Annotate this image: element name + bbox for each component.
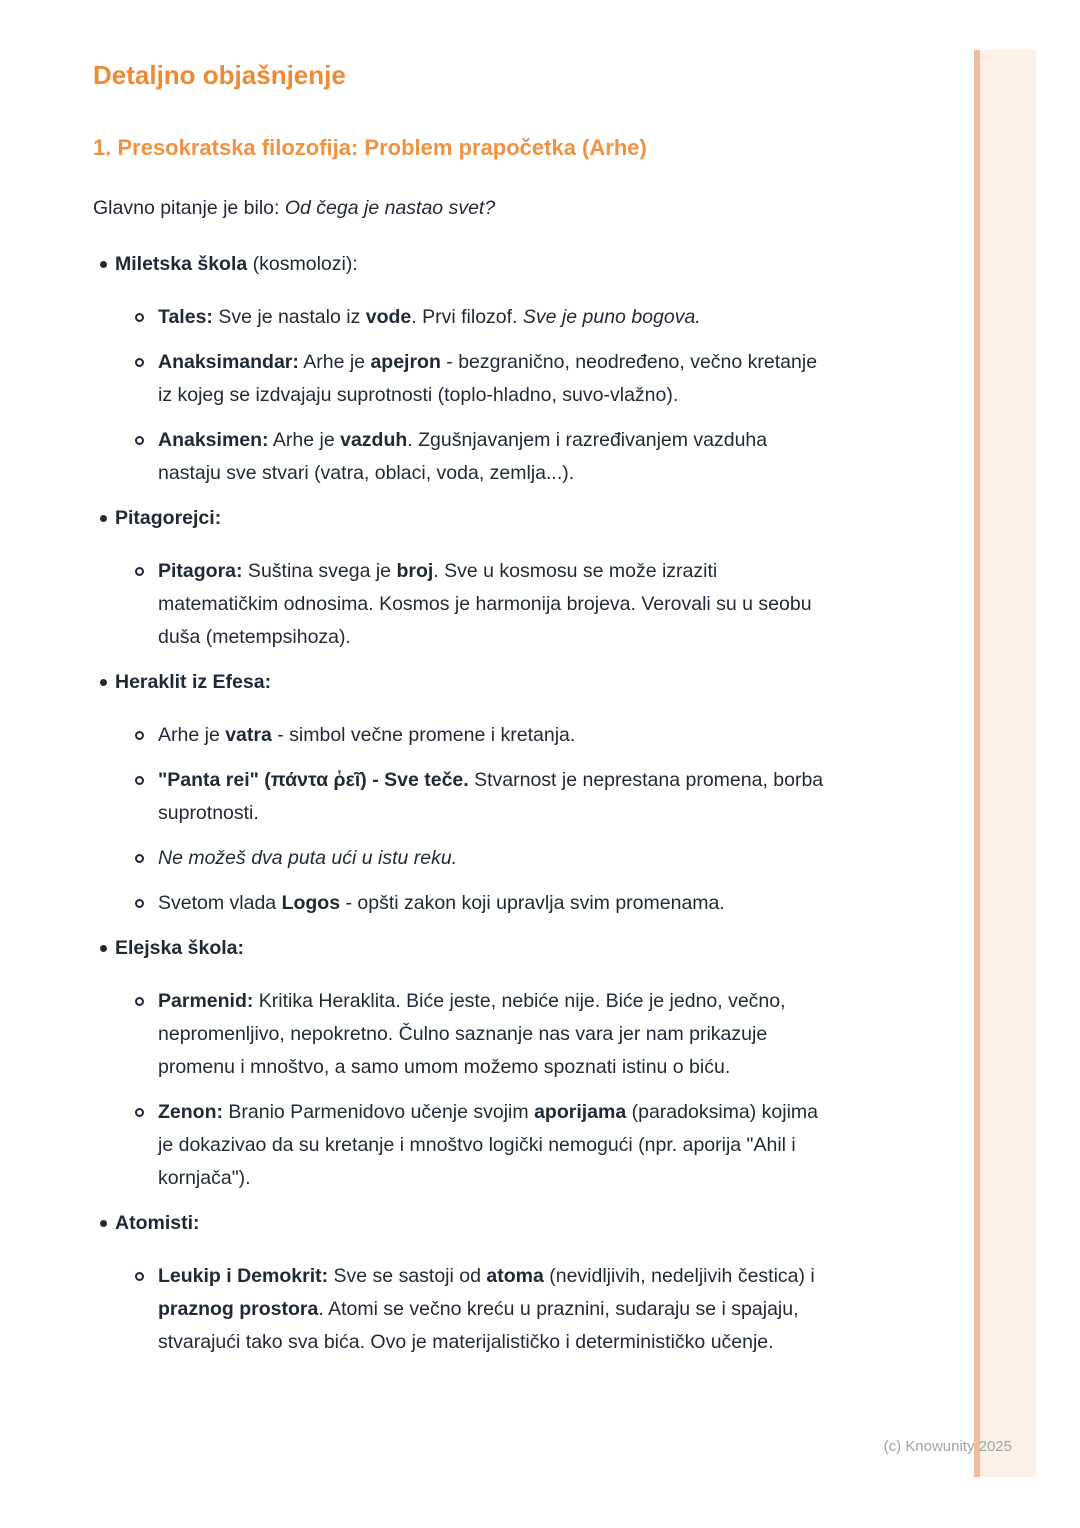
bullet-circle-icon bbox=[135, 997, 144, 1006]
text-segment: Sve se sastoji od bbox=[328, 1265, 487, 1287]
text-segment: Leukip i Demokrit: bbox=[158, 1265, 329, 1287]
text-segment: Tales: bbox=[158, 306, 213, 328]
text-segment: Anaksimen: bbox=[158, 429, 269, 451]
text-segment: Od čega je nastao svet? bbox=[284, 197, 496, 219]
text-segment: aporijama bbox=[534, 1101, 627, 1123]
bullet-circle-icon bbox=[124, 1260, 158, 1281]
text-segment: Parmenid: bbox=[158, 990, 254, 1012]
text-segment: . Sve u kosmosu se može izraziti matematičkim odnosima. Kosmos je harmonija brojeva. Verovali su u seobu duša (metempsihoza). bbox=[158, 560, 812, 648]
list-item-level2 bbox=[124, 1260, 830, 1359]
bullet-circle-icon bbox=[135, 854, 144, 863]
text-segment: praznog prostora bbox=[158, 1298, 319, 1320]
list-item-level2 bbox=[124, 555, 830, 654]
list-item-text bbox=[158, 555, 830, 654]
bullet-circle-icon bbox=[135, 436, 144, 445]
bullet-dot-icon bbox=[93, 1207, 115, 1227]
list-item-level2 bbox=[124, 985, 830, 1084]
bullet-circle-icon bbox=[124, 985, 158, 1006]
sub-list bbox=[124, 555, 830, 654]
bullet-circle-icon bbox=[124, 346, 158, 367]
bullet-circle-icon bbox=[124, 424, 158, 445]
page-title: Detaljno objašnjenje bbox=[93, 60, 346, 90]
group-header-text bbox=[115, 502, 830, 535]
list-item-text bbox=[158, 1096, 830, 1195]
list-item-level2 bbox=[124, 1096, 830, 1195]
list-item-text bbox=[158, 985, 830, 1084]
bullet-circle-icon bbox=[135, 567, 144, 576]
text-segment: Heraklit iz Efesa: bbox=[115, 671, 272, 693]
bullet-dot-icon bbox=[100, 515, 107, 522]
list-item-text bbox=[158, 1260, 830, 1359]
copyright-footer: (c) Knowunity 2025 bbox=[883, 1438, 1012, 1455]
bullet-circle-icon bbox=[135, 313, 144, 322]
bullet-dot-icon bbox=[93, 502, 115, 522]
text-segment: Branio Parmenidovo učenje svojim bbox=[222, 1101, 535, 1123]
list-item-text bbox=[158, 719, 830, 752]
topic-group bbox=[93, 1207, 830, 1359]
text-segment: Miletska škola bbox=[115, 253, 248, 275]
text-segment: vode bbox=[365, 306, 412, 328]
bullet-dot-icon bbox=[93, 932, 115, 952]
list-item-level1 bbox=[93, 666, 830, 699]
list-item-level1 bbox=[93, 248, 830, 281]
text-segment: Arhe je bbox=[298, 351, 371, 373]
text-segment: - simbol večne promene i kretanja. bbox=[271, 724, 576, 746]
bullet-dot-icon bbox=[100, 1220, 107, 1227]
bullet-dot-icon bbox=[100, 945, 107, 952]
list-item-level1 bbox=[93, 932, 830, 965]
text-segment: - opšti zakon koji upravlja svim promenama. bbox=[340, 892, 725, 914]
bullet-circle-icon bbox=[135, 776, 144, 785]
list-item-text bbox=[158, 346, 830, 412]
right-margin-stripe bbox=[974, 50, 1036, 1477]
text-segment: - bezgranično, neodređeno, večno kretanje iz kojeg se izdvajaju suprotnosti (toplo-hladno, suvo-vlažno). bbox=[158, 351, 818, 406]
bullet-dot-icon bbox=[93, 666, 115, 686]
text-segment: Pitagora: bbox=[158, 560, 243, 582]
bullet-circle-icon bbox=[124, 842, 158, 863]
text-segment: vatra bbox=[225, 724, 272, 746]
bullet-circle-icon bbox=[135, 1108, 144, 1117]
bullet-circle-icon bbox=[124, 887, 158, 908]
list-item-level2 bbox=[124, 346, 830, 412]
text-segment: Glavno pitanje je bilo: bbox=[93, 197, 285, 219]
text-segment: Arhe je bbox=[268, 429, 341, 451]
text-segment: Anaksimandar: bbox=[158, 351, 299, 373]
text-segment: Kritika Heraklita. Biće jeste, nebiće nije. Biće je jedno, večno, nepromenljivo, nepokretno. Čulno saznanje nas vara jer nam prikazuje promenu i mnoštvo, a samo umom možemo spoznati istinu o biću. bbox=[158, 990, 786, 1078]
bullet-circle-icon bbox=[124, 1096, 158, 1117]
text-segment: apejron bbox=[370, 351, 441, 373]
bullet-circle-icon bbox=[124, 555, 158, 576]
group-header-text bbox=[115, 932, 830, 965]
text-segment: Stvarnost je neprestana promena, borba suprotnosti. bbox=[158, 769, 824, 824]
text-segment: (kosmolozi): bbox=[247, 253, 358, 275]
list-item-level2 bbox=[124, 764, 830, 830]
text-segment: Suština svega je bbox=[242, 560, 397, 582]
sub-list bbox=[124, 301, 830, 490]
bullet-circle-icon bbox=[135, 358, 144, 367]
list-item-level2 bbox=[124, 424, 830, 490]
list-item-level1 bbox=[93, 502, 830, 535]
text-segment: Atomisti: bbox=[115, 1212, 200, 1234]
bullet-circle-icon bbox=[124, 764, 158, 785]
text-segment: Elejska škola: bbox=[115, 937, 244, 959]
text-segment: . Prvi filozof. bbox=[411, 306, 523, 328]
list-item-level2 bbox=[124, 887, 830, 920]
list-item-text bbox=[158, 424, 830, 490]
list-item-text bbox=[158, 887, 830, 920]
text-segment: Zenon: bbox=[158, 1101, 223, 1123]
list-item-text bbox=[158, 842, 830, 875]
sub-list bbox=[124, 719, 830, 920]
text-segment: . Atomi se večno kreću u praznini, sudaraju se i spajaju, stvarajući tako sva bića. Ovo je materijalističko i determinističko učenje. bbox=[158, 1298, 799, 1353]
topic-group bbox=[93, 666, 830, 920]
group-header-text bbox=[115, 248, 830, 281]
bullet-dot-icon bbox=[93, 248, 115, 268]
text-segment: Sve je nastalo iz bbox=[212, 306, 366, 328]
text-segment: (paradoksima) kojima je dokazivao da su kretanje i mnoštvo logički nemogući (npr. aporija "Ahil i kornjača"). bbox=[158, 1101, 818, 1189]
text-segment: Arhe je bbox=[158, 724, 226, 746]
text-segment: Ne možeš dva puta ući u istu reku. bbox=[158, 847, 458, 869]
group-header-text bbox=[115, 1207, 830, 1240]
bullet-circle-icon bbox=[135, 1272, 144, 1281]
topic-list bbox=[93, 248, 830, 1359]
list-item-level2 bbox=[124, 301, 830, 334]
list-item-level2 bbox=[124, 719, 830, 752]
text-segment: atoma bbox=[486, 1265, 544, 1287]
group-header-text bbox=[115, 666, 830, 699]
bullet-circle-icon bbox=[135, 731, 144, 740]
text-segment: Sve je puno bogova. bbox=[522, 306, 701, 328]
section-heading: 1. Presokratska filozofija: Problem prapočetka (Arhe) bbox=[93, 135, 647, 160]
text-segment: "Panta rei" (πάντα ῥεῖ) - Sve teče. bbox=[158, 769, 469, 791]
bullet-circle-icon bbox=[124, 719, 158, 740]
topic-group bbox=[93, 502, 830, 654]
bullet-dot-icon bbox=[100, 261, 107, 268]
topic-group bbox=[93, 248, 830, 490]
list-item-level2 bbox=[124, 842, 830, 875]
text-segment: Pitagorejci: bbox=[115, 507, 222, 529]
text-segment: (nevidljivih, nedeljivih čestica) i bbox=[543, 1265, 815, 1287]
intro-paragraph bbox=[93, 192, 830, 225]
bullet-circle-icon bbox=[135, 899, 144, 908]
text-segment: Svetom vlada bbox=[158, 892, 282, 914]
list-item-text bbox=[158, 764, 830, 830]
text-segment: Logos bbox=[281, 892, 341, 914]
text-segment: . Zgušnjavanjem i razređivanjem vazduha nastaju sve stvari (vatra, oblaci, voda, zemlja...). bbox=[158, 429, 768, 484]
sub-list bbox=[124, 985, 830, 1195]
sub-list bbox=[124, 1260, 830, 1359]
bullet-dot-icon bbox=[100, 679, 107, 686]
list-item-level1 bbox=[93, 1207, 830, 1240]
text-segment: broj bbox=[396, 560, 434, 582]
topic-group bbox=[93, 932, 830, 1195]
list-item-text bbox=[158, 301, 830, 334]
text-segment: vazduh bbox=[340, 429, 408, 451]
bullet-circle-icon bbox=[124, 301, 158, 322]
document-content bbox=[93, 59, 830, 1371]
